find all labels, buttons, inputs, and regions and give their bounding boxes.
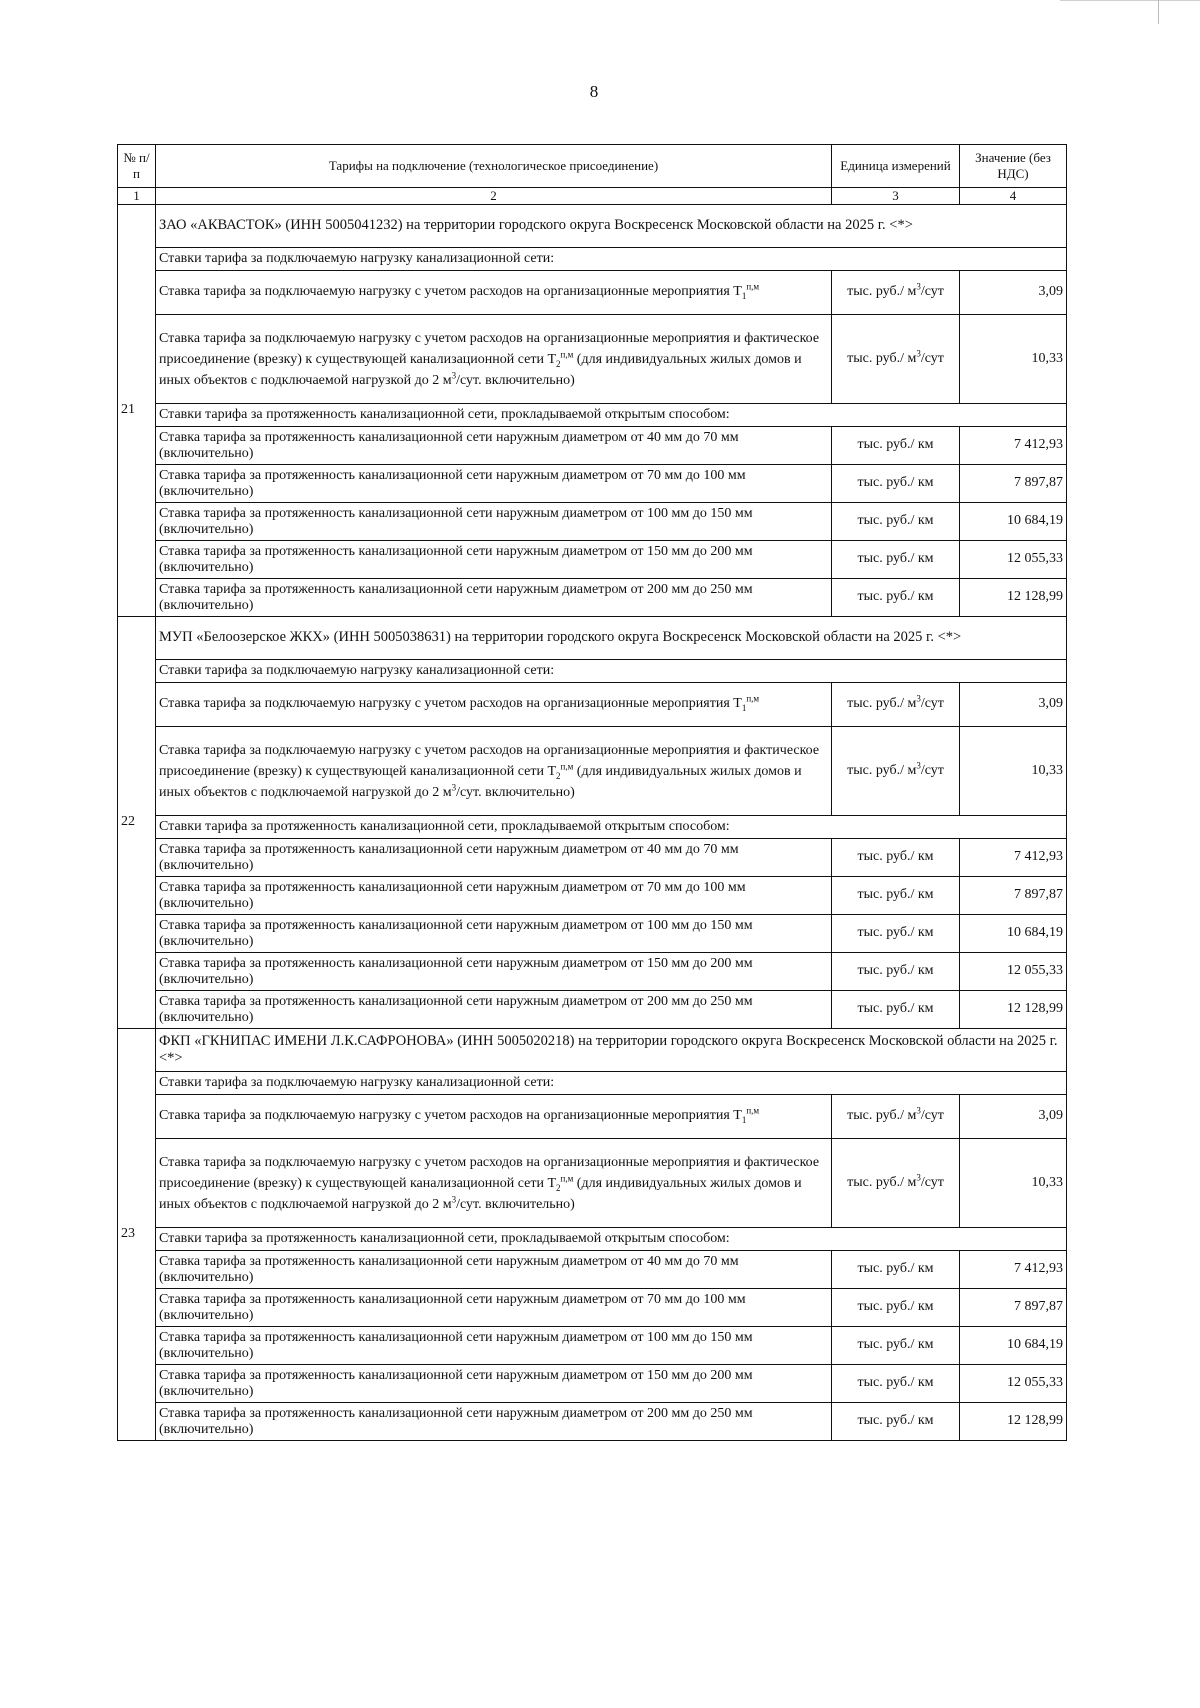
unit-cell: тыс. руб./ км [832, 839, 960, 877]
table-row [118, 1327, 1067, 1365]
pipe-rate-value: 7 412,93 [960, 839, 1067, 877]
superscript: п,м [746, 1105, 760, 1116]
superscript: п,м [560, 760, 574, 771]
subscript: 1 [741, 290, 747, 301]
unit-cell [832, 1139, 960, 1228]
table-row [118, 953, 1067, 991]
rate-t1-text: Ставка тарифа за подключаемую нагрузку с учетом расходов на организационные мероприятия T [159, 284, 742, 300]
pipe-rate-value: 7 897,87 [960, 1289, 1067, 1327]
pipe-rate-value: 7 412,93 [960, 1251, 1067, 1289]
unit-cell: тыс. руб./ км [832, 541, 960, 579]
pipe-rate-value: 10 684,19 [960, 503, 1067, 541]
pipe-rate-label: Ставка тарифа за протяженность канализационной сети наружным диаметром от 100 мм до 150 мм (включительно) [156, 503, 832, 541]
section-number-text: 21 [121, 402, 135, 418]
header-tariffs: Тарифы на подключение (технологическое присоединение) [156, 145, 832, 188]
pipe-rate-value: 12 055,33 [960, 953, 1067, 991]
org-row [118, 1029, 1067, 1072]
pipe-rate-value: 12 128,99 [960, 991, 1067, 1029]
tariff-table [117, 144, 1067, 1441]
table-row [118, 683, 1067, 727]
load-section-heading: Ставки тарифа за подключаемую нагрузку канализационной сети: [156, 1072, 1067, 1095]
rate-t2-label [156, 1139, 832, 1228]
organization-name: МУП «Белоозерское ЖКХ» (ИНН 5005038631) на территории городского округа Воскресенск Московской области на 2025 г. <*> [156, 617, 1067, 660]
unit-cell [832, 1095, 960, 1139]
superscript: п,м [560, 348, 574, 359]
unit-text: тыс. руб./ м [847, 696, 917, 712]
rate-t1-label [156, 1095, 832, 1139]
pipe-rate-label: Ставка тарифа за протяженность канализационной сети наружным диаметром от 200 мм до 250 мм (включительно) [156, 991, 832, 1029]
length-section-heading: Ставки тарифа за протяженность канализационной сети, прокладываемой открытым способом: [156, 816, 1067, 839]
unit-cell: тыс. руб./ км [832, 427, 960, 465]
table-row [118, 579, 1067, 617]
rate-t2-text: (для индивидуальных жилых домов и иных объектов с подключаемой нагрузкой до 2 м [159, 351, 802, 388]
unit-text: /сут [920, 284, 944, 300]
column-number: 2 [156, 188, 832, 205]
unit-text: /сут [920, 1174, 944, 1190]
section-number [118, 205, 156, 617]
rate-t2-text: /сут. включительно) [456, 372, 575, 388]
superscript: п,м [746, 281, 760, 292]
table-row [118, 877, 1067, 915]
pipe-rate-label: Ставка тарифа за протяженность канализационной сети наружным диаметром от 70 мм до 100 мм (включительно) [156, 877, 832, 915]
rate-t2-value: 10,33 [960, 315, 1067, 404]
column-number: 4 [960, 188, 1067, 205]
pipe-rate-value: 10 684,19 [960, 915, 1067, 953]
superscript: 3 [451, 369, 457, 380]
unit-cell: тыс. руб./ км [832, 915, 960, 953]
subheading-row [118, 248, 1067, 271]
table-row [118, 541, 1067, 579]
rate-t1-value: 3,09 [960, 271, 1067, 315]
section-number-text: 23 [121, 1226, 135, 1242]
unit-cell: тыс. руб./ км [832, 579, 960, 617]
rate-t1-text: Ставка тарифа за подключаемую нагрузку с учетом расходов на организационные мероприятия T [159, 1108, 742, 1124]
header-unit: Единица измерений [832, 145, 960, 188]
subscript: 2 [556, 1182, 561, 1193]
unit-text: тыс. руб./ м [847, 1108, 917, 1124]
rate-t2-text: (для индивидуальных жилых домов и иных объектов с подключаемой нагрузкой до 2 м [159, 1175, 802, 1212]
subscript: 1 [741, 1114, 747, 1125]
rate-t1-value: 3,09 [960, 683, 1067, 727]
rate-t2-label [156, 727, 832, 816]
unit-text: /сут [920, 762, 944, 778]
unit-cell [832, 315, 960, 404]
pipe-rate-label: Ставка тарифа за протяженность канализационной сети наружным диаметром от 70 мм до 100 мм (включительно) [156, 1289, 832, 1327]
rate-t2-text: Ставка тарифа за подключаемую нагрузку с учетом расходов на организационные мероприятия и фактическое присоединение (врезку) к существующей канализационной сети T [159, 1154, 820, 1191]
organization-name: ЗАО «АКВАСТОК» (ИНН 5005041232) на территории городского округа Воскресенск Московской области на 2025 г. <*> [156, 205, 1067, 248]
section-number [118, 1029, 156, 1441]
rate-t2-value: 10,33 [960, 727, 1067, 816]
length-section-heading: Ставки тарифа за протяженность канализационной сети, прокладываемой открытым способом: [156, 1228, 1067, 1251]
superscript: п,м [746, 693, 760, 704]
unit-cell: тыс. руб./ км [832, 1289, 960, 1327]
pipe-rate-label: Ставка тарифа за протяженность канализационной сети наружным диаметром от 150 мм до 200 мм (включительно) [156, 953, 832, 991]
unit-cell: тыс. руб./ км [832, 991, 960, 1029]
superscript: 3 [916, 1171, 921, 1182]
rate-t2-label [156, 315, 832, 404]
section-number-text: 22 [121, 814, 135, 830]
pipe-rate-label: Ставка тарифа за протяженность канализационной сети наружным диаметром от 200 мм до 250 мм (включительно) [156, 1403, 832, 1441]
table-row [118, 727, 1067, 816]
column-number: 1 [118, 188, 156, 205]
pipe-rate-label: Ставка тарифа за протяженность канализационной сети наружным диаметром от 70 мм до 100 мм (включительно) [156, 465, 832, 503]
subscript: 1 [741, 702, 747, 713]
pipe-rate-label: Ставка тарифа за протяженность канализационной сети наружным диаметром от 150 мм до 200 мм (включительно) [156, 541, 832, 579]
superscript: 3 [451, 1193, 457, 1204]
pipe-rate-label: Ставка тарифа за протяженность канализационной сети наружным диаметром от 200 мм до 250 мм (включительно) [156, 579, 832, 617]
rate-t2-text: Ставка тарифа за подключаемую нагрузку с учетом расходов на организационные мероприятия и фактическое присоединение (врезку) к существующей канализационной сети T [159, 330, 820, 367]
unit-cell [832, 271, 960, 315]
org-row [118, 617, 1067, 660]
load-section-heading: Ставки тарифа за подключаемую нагрузку канализационной сети: [156, 660, 1067, 683]
subheading-row [118, 816, 1067, 839]
superscript: 3 [916, 759, 921, 770]
table-row [118, 1139, 1067, 1228]
rate-t1-value: 3,09 [960, 1095, 1067, 1139]
superscript: 3 [916, 1105, 921, 1116]
unit-text: тыс. руб./ м [847, 350, 917, 366]
pipe-rate-value: 12 128,99 [960, 1403, 1067, 1441]
superscript: 3 [916, 347, 921, 358]
unit-cell: тыс. руб./ км [832, 953, 960, 991]
unit-cell: тыс. руб./ км [832, 465, 960, 503]
rate-t2-text: /сут. включительно) [456, 784, 575, 800]
table-row [118, 1095, 1067, 1139]
table-row [118, 915, 1067, 953]
superscript: п,м [560, 1172, 574, 1183]
unit-cell: тыс. руб./ км [832, 1251, 960, 1289]
unit-text: тыс. руб./ м [847, 284, 917, 300]
pipe-rate-label: Ставка тарифа за протяженность канализационной сети наружным диаметром от 100 мм до 150 мм (включительно) [156, 1327, 832, 1365]
pipe-rate-value: 12 055,33 [960, 541, 1067, 579]
section-number [118, 617, 156, 1029]
table-row [118, 503, 1067, 541]
pipe-rate-label: Ставка тарифа за протяженность канализационной сети наружным диаметром от 40 мм до 70 мм (включительно) [156, 839, 832, 877]
length-section-heading: Ставки тарифа за протяженность канализационной сети, прокладываемой открытым способом: [156, 404, 1067, 427]
page-number: 8 [589, 82, 599, 101]
organization-name: ФКП «ГКНИПАС ИМЕНИ Л.К.САФРОНОВА» (ИНН 5005020218) на территории городского округа Воскресенск Московской области на 2025 г. <*> [156, 1029, 1067, 1072]
pipe-rate-label: Ставка тарифа за протяженность канализационной сети наружным диаметром от 40 мм до 70 мм (включительно) [156, 427, 832, 465]
rate-t1-label [156, 271, 832, 315]
subheading-row [118, 1072, 1067, 1095]
subscript: 2 [556, 358, 561, 369]
superscript: 3 [916, 693, 921, 704]
unit-cell: тыс. руб./ км [832, 877, 960, 915]
unit-cell: тыс. руб./ км [832, 1403, 960, 1441]
table-row [118, 427, 1067, 465]
load-section-heading: Ставки тарифа за подключаемую нагрузку канализационной сети: [156, 248, 1067, 271]
subheading-row [118, 1228, 1067, 1251]
rate-t2-text: /сут. включительно) [456, 1196, 575, 1212]
subheading-row [118, 660, 1067, 683]
column-number-row [118, 188, 1067, 205]
pipe-rate-value: 12 055,33 [960, 1365, 1067, 1403]
table-row [118, 271, 1067, 315]
subscript: 2 [556, 770, 561, 781]
unit-cell [832, 727, 960, 816]
pipe-rate-value: 7 897,87 [960, 465, 1067, 503]
pipe-rate-label: Ставка тарифа за протяженность канализационной сети наружным диаметром от 100 мм до 150 мм (включительно) [156, 915, 832, 953]
column-number: 3 [832, 188, 960, 205]
rate-t1-text: Ставка тарифа за подключаемую нагрузку с учетом расходов на организационные мероприятия T [159, 696, 742, 712]
header-value: Значение (без НДС) [960, 145, 1067, 188]
rate-t2-value: 10,33 [960, 1139, 1067, 1228]
table-row [118, 1403, 1067, 1441]
table-row [118, 991, 1067, 1029]
table-body [118, 205, 1067, 1441]
rate-t2-text: Ставка тарифа за подключаемую нагрузку с учетом расходов на организационные мероприятия и фактическое присоединение (врезку) к существующей канализационной сети T [159, 742, 820, 779]
pipe-rate-value: 10 684,19 [960, 1327, 1067, 1365]
unit-text: /сут [920, 696, 944, 712]
header-number: № п/п [118, 145, 156, 188]
table-header-row [118, 145, 1067, 188]
unit-text: /сут [920, 350, 944, 366]
subheading-row [118, 404, 1067, 427]
table-row [118, 465, 1067, 503]
table-row [118, 1251, 1067, 1289]
unit-cell: тыс. руб./ км [832, 503, 960, 541]
unit-text: тыс. руб./ м [847, 762, 917, 778]
unit-cell: тыс. руб./ км [832, 1327, 960, 1365]
pipe-rate-label: Ставка тарифа за протяженность канализационной сети наружным диаметром от 40 мм до 70 мм (включительно) [156, 1251, 832, 1289]
pipe-rate-value: 7 897,87 [960, 877, 1067, 915]
scan-edge-line [1060, 0, 1200, 1]
table-row [118, 1365, 1067, 1403]
rate-t2-text: (для индивидуальных жилых домов и иных объектов с подключаемой нагрузкой до 2 м [159, 763, 802, 800]
pipe-rate-label: Ставка тарифа за протяженность канализационной сети наружным диаметром от 150 мм до 200 мм (включительно) [156, 1365, 832, 1403]
unit-text: /сут [920, 1108, 944, 1124]
table-row [118, 839, 1067, 877]
superscript: 3 [916, 281, 921, 292]
scan-edge-mark [1158, 0, 1159, 24]
superscript: 3 [451, 781, 457, 792]
unit-text: тыс. руб./ м [847, 1174, 917, 1190]
pipe-rate-value: 7 412,93 [960, 427, 1067, 465]
unit-cell: тыс. руб./ км [832, 1365, 960, 1403]
table-row [118, 1289, 1067, 1327]
pipe-rate-value: 12 128,99 [960, 579, 1067, 617]
table-row [118, 315, 1067, 404]
unit-cell [832, 683, 960, 727]
org-row [118, 205, 1067, 248]
rate-t1-label [156, 683, 832, 727]
